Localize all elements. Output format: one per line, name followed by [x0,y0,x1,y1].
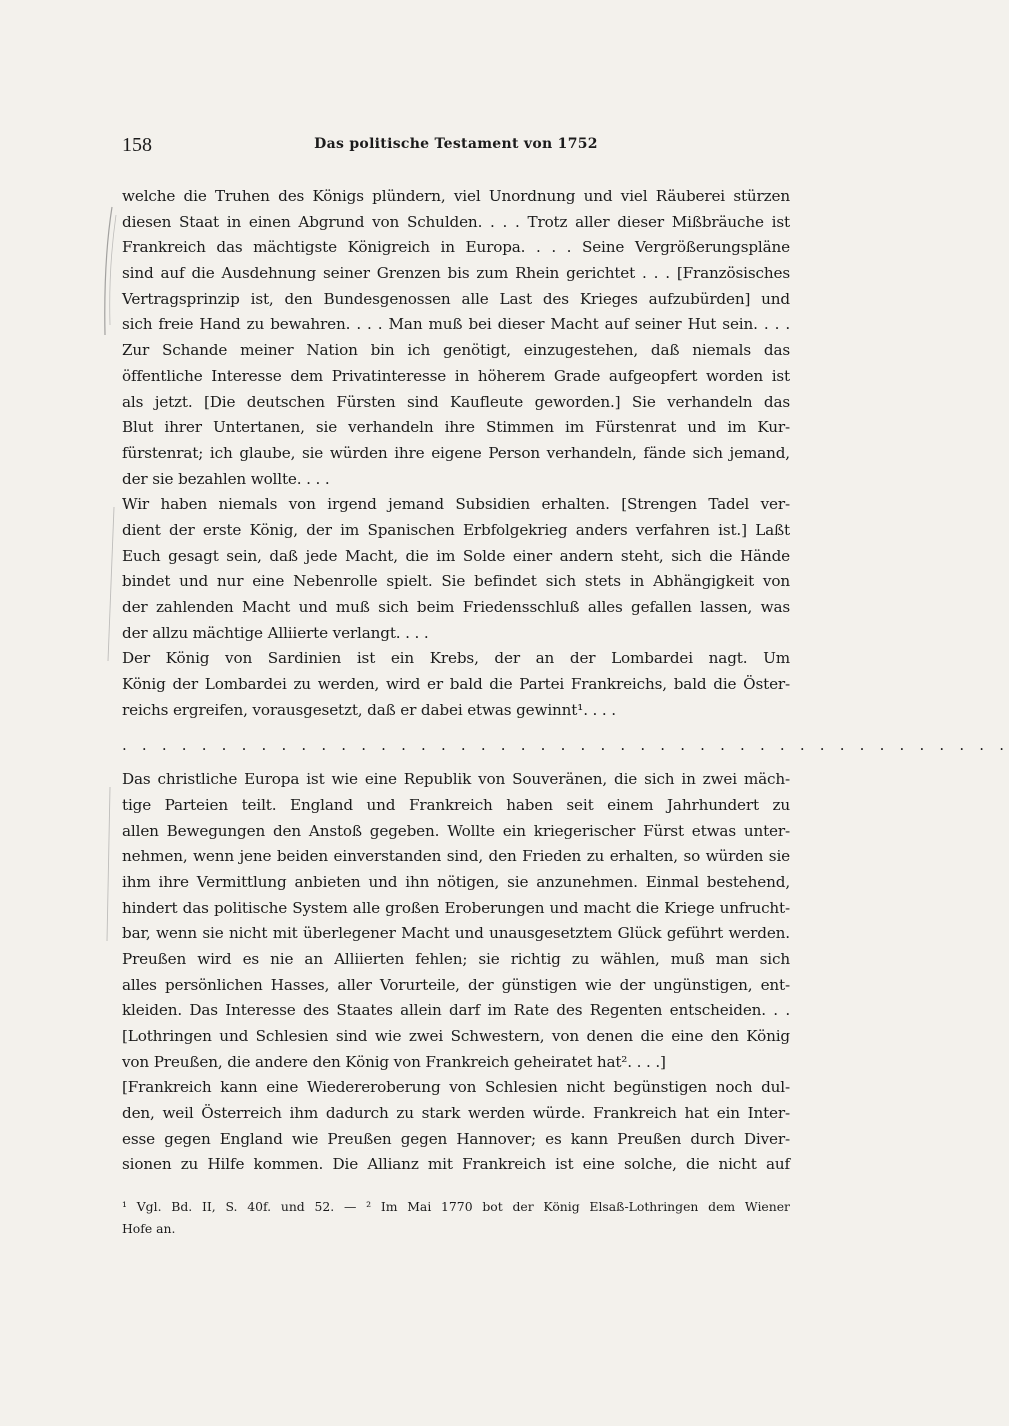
page-header [122,134,790,158]
text-line: der sie bezahlen wollte. . . . [122,469,330,488]
text-line: bindet und nur eine Nebenrolle spielt. Sie befindet sich stets in Abhängigkeit von [122,572,790,591]
text-block-2 [122,767,790,1178]
text-line: diesen Staat in einen Abgrund von Schulden. . . . Trotz aller dieser Mißbräuche ist [122,212,790,231]
text-line: alles persönlichen Hasses, aller Vorurteile, der günstigen wie der ungünstigen, ent- [122,975,790,994]
text-line: [Frankreich kann eine Wiedereroberung von Schlesien nicht begünstigen noch dul- [122,1078,790,1097]
page-number: 158 [122,134,152,156]
text-line: hindert das politische System alle großen Eroberungen und macht die Kriege unfrucht- [122,898,790,917]
text-line: Der König von Sardinien ist ein Krebs, der an der Lombardei nagt. Um [122,649,790,668]
text-line: bar, wenn sie nicht mit überlegener Macht und unausgesetztem Glück geführt werden. [122,924,790,943]
text-line: reichs ergreifen, vorausgesetzt, daß er dabei etwas gewinnt¹. . . . [122,700,616,719]
text-line: Euch gesagt sein, daß jede Macht, die im Solde einer andern steht, sich die Hände [122,546,790,565]
margin-pencil-mark [102,505,122,665]
margin-pencil-mark [100,785,120,945]
text-line: [Lothringen und Schlesien sind wie zwei Schwestern, von denen die eine den König [122,1027,790,1045]
text-line: kleiden. Das Interesse des Staates allein darf im Rate des Regenten entscheiden. . . [122,1001,790,1020]
text-line: von Preußen, die andere den König von Frankreich geheiratet hat². . . .] [122,1052,666,1071]
text-line: der zahlenden Macht und muß sich beim Friedensschluß alles gefallen lassen, was [122,598,790,616]
text-line: nehmen, wenn jene beiden einverstanden sind, den Frieden zu erhalten, so würden sie [122,847,790,866]
text-line: dient der erste König, der im Spanischen Erbfolgekrieg anders verfahren ist.] Laßt [122,520,790,539]
footnotes [122,1196,790,1240]
text-line: welche die Truhen des Königs plündern, viel Unordnung und viel Räuberei stürzen [122,187,790,205]
text-block-1 [122,184,790,723]
margin-pencil-mark [96,205,120,340]
text-line: Vertragsprinzip ist, den Bundesgenossen alle Last des Krieges aufzubürden] und [122,289,790,308]
omission-dots: . . . . . . . . . . . . . . . . . . . . . . . . . . . . . . . . . . . . . . . . . . . . . [122,736,1009,755]
text-line: allen Bewegungen den Anstoß gegeben. Wollte ein kriegerischer Fürst etwas unter- [122,821,790,840]
text-line: Wir haben niemals von irgend jemand Subsidien erhalten. [Strengen Tadel ver- [122,495,790,514]
text-line: Das christliche Europa ist wie eine Republik von Souveränen, die sich in zwei mäch- [122,770,790,789]
text-line: als jetzt. [Die deutschen Fürsten sind Kaufleute geworden.] Sie verhandeln das [122,392,790,411]
text-line: Blut ihrer Untertanen, sie verhandeln ihre Stimmen im Fürstenrat und im Kur- [122,418,790,437]
text-line: fürstenrat; ich glaube, sie würden ihre eigene Person verhandeln, fände sich jemand, [122,443,790,462]
footnote-line: Hofe an. [122,1221,176,1236]
text-line: König der Lombardei zu werden, wird er bald die Partei Frankreichs, bald die Öster- [122,675,790,694]
footnote-line: ¹ Vgl. Bd. II, S. 40f. und 52. — ² Im Mai 1770 bot der König Elsaß-Lothringen dem Wiener [122,1199,790,1214]
text-line: tige Parteien teilt. England und Frankreich haben seit einem Jahrhundert zu [122,795,790,814]
text-line: ihm ihre Vermittlung anbieten und ihn nötigen, sie anzunehmen. Einmal bestehend, [122,872,790,891]
running-title: Das politische Testament von 1752 [314,136,598,152]
text-line: der allzu mächtige Alliierte verlangt. . . . [122,623,429,642]
text-line: sind auf die Ausdehnung seiner Grenzen bis zum Rhein gerichtet . . . [Französisches [122,264,790,283]
text-line: den, weil Österreich ihm dadurch zu stark werden würde. Frankreich hat ein Inter- [122,1104,790,1123]
text-line: öffentliche Interesse dem Privatinteresse in höherem Grade aufgeopfert worden ist [122,366,790,385]
text-line: sich freie Hand zu bewahren. . . . Man muß bei dieser Macht auf seiner Hut sein. . . . [122,315,790,334]
text-line: sionen zu Hilfe kommen. Die Allianz mit Frankreich ist eine solche, die nicht auf [122,1155,790,1174]
text-line: Frankreich das mächtigste Königreich in Europa. . . . Seine Vergrößerungspläne [122,238,790,257]
text-line: esse gegen England wie Preußen gegen Hannover; es kann Preußen durch Diver- [122,1129,790,1148]
text-line: Zur Schande meiner Nation bin ich genötigt, einzugestehen, daß niemals das [122,341,790,360]
text-line: Preußen wird es nie an Alliierten fehlen; sie richtig zu wählen, muß man sich [122,949,790,968]
body-text [122,184,1009,1178]
